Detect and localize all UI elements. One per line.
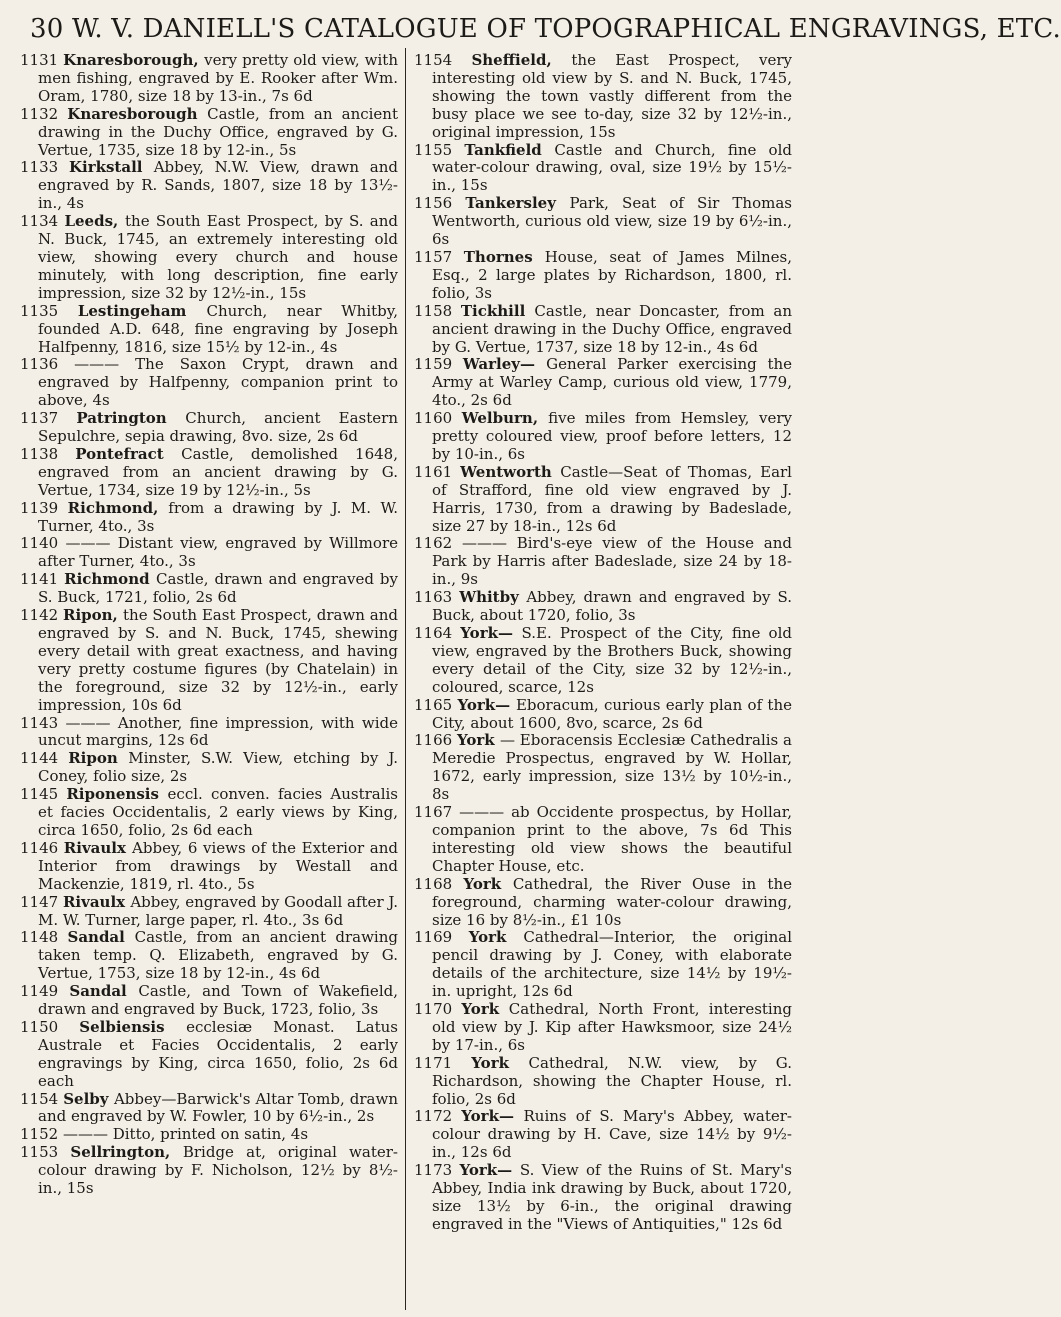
- entry-place: Rivaulx: [62, 892, 131, 911]
- entry-number: 1157: [414, 247, 464, 266]
- entry-number: 1158: [414, 301, 461, 320]
- entry-number: 1147: [20, 892, 63, 911]
- entry-place: York—: [461, 1107, 524, 1126]
- entry-description: Church, ancient Eastern Sepulchre, sepia drawing, 8vo. size, 2s 6d: [38, 409, 398, 446]
- catalogue-entry: [20, 500, 398, 536]
- entry-description: from a drawing by J. M. W. Turner, 4to., 3s: [38, 498, 399, 535]
- entry-place: Tickhill: [460, 301, 535, 320]
- catalogue-entry: [414, 464, 792, 536]
- entry-description: Castle, near Doncaster, from an ancient drawing in the Duchy Office, engraved by G. Vertue, 1737, size 18 by 12-in., 4s 6d: [432, 301, 792, 356]
- catalogue-entry: [20, 786, 398, 840]
- entry-place: Welburn,: [461, 409, 549, 428]
- entry-number: 1173: [414, 1161, 460, 1180]
- catalogue-entry: [414, 625, 792, 697]
- entry-number: 1132: [20, 104, 68, 123]
- entry-description: eccl. conven. facies Australis et facies Occidentalis, 2 early views by King, circa 1650, folio, 2s 6d each: [38, 785, 399, 839]
- right-column: [414, 52, 792, 1234]
- entry-place: Selbiensis: [79, 1017, 187, 1036]
- entry-description: Cathedral, North Front, interesting old view by J. Kip after Hawksmoor, size 24½ by 17-in., 6s: [432, 1000, 792, 1054]
- entry-place: York: [471, 1053, 529, 1072]
- entry-place: Knaresborough: [67, 104, 208, 123]
- entry-place: York—: [460, 624, 522, 642]
- entry-number: 1139: [20, 498, 68, 517]
- entry-place: York: [461, 1000, 509, 1019]
- entry-number: 1149: [20, 982, 70, 1001]
- catalogue-entry: [414, 52, 792, 142]
- catalogue-entry: [414, 195, 792, 249]
- catalogue-entry: [414, 876, 792, 930]
- entry-description: ——— ab Occidente prospectus, by Hollar, companion print to the above, 7s 6d This interesting old view shows the beautiful Chapter House, etc.: [432, 803, 792, 875]
- entry-place: Sandal: [69, 982, 139, 1001]
- entry-description: Castle and Church, fine old water-colour drawing, oval, size 19½ by 15½-in., 15s: [432, 140, 792, 195]
- left-column: [20, 52, 398, 1198]
- entry-place: Wentworth: [460, 462, 561, 481]
- catalogue-entry: [20, 894, 398, 930]
- entry-number: 1154: [20, 1089, 64, 1108]
- entry-number: 1167: [414, 803, 460, 822]
- entry-description: Castle, and Town of Wakefield, drawn and engraved by Buck, 1723, folio, 3s: [38, 982, 398, 1019]
- catalogue-entry: [20, 106, 398, 160]
- entry-description: Church, near Whitby, founded A.D. 648, fine engraving by Joseph Halfpenny, 1816, size 15½ by 12-in., 4s: [38, 301, 398, 356]
- entry-description: Cathedral—Interior, the original pencil drawing by J. Coney, with elaborate details of the architecture, size 14½ by 19½-in. upright, 12s 6d: [432, 928, 792, 1001]
- entry-number: 1154: [414, 51, 472, 69]
- entry-description: Eboracum, curious early plan of the City, about 1600, 8vo, scarce, 2s 6d: [432, 695, 792, 732]
- catalogue-entry: [414, 732, 792, 804]
- entry-place: Sellrington,: [70, 1143, 183, 1162]
- entry-description: General Parker exercising the Army at Warley Camp, curious old view, 1779, 4to., 2s 6d: [432, 355, 793, 410]
- entry-description: Castle—Seat of Thomas, Earl of Strafford, fine old view engraved by J. Harris, 1730, from a drawing by Badeslade, size 27 by 18-in., 12s 6d: [432, 462, 792, 535]
- entry-place: Sandal: [67, 928, 135, 947]
- catalogue-entry: [414, 1001, 792, 1055]
- catalogue-entry: [20, 571, 398, 607]
- entry-number: 1150: [20, 1017, 80, 1036]
- entry-place: York: [456, 731, 500, 750]
- entry-number: 1171: [414, 1053, 472, 1072]
- catalogue-entry: [20, 303, 398, 357]
- entry-place: Richmond: [64, 570, 156, 589]
- entry-place: York—: [457, 695, 516, 714]
- catalogue-entry: [414, 249, 792, 303]
- entry-number: 1142: [20, 606, 63, 625]
- entry-place: Selby: [63, 1089, 114, 1108]
- catalogue-entry: [20, 750, 398, 786]
- catalogue-entry: [20, 715, 398, 751]
- catalogue-entry: [414, 356, 792, 410]
- entry-place: Leeds,: [64, 212, 125, 231]
- entry-place: Rivaulx: [63, 838, 133, 857]
- entry-place: Ripon: [68, 749, 129, 768]
- entry-place: Richmond,: [67, 498, 169, 517]
- entry-number: 1165: [414, 695, 458, 714]
- entry-number: 1153: [20, 1143, 71, 1162]
- entry-number: 1131: [20, 51, 64, 69]
- entry-number: 1134: [20, 212, 65, 231]
- catalogue-entry: [20, 356, 398, 410]
- entry-place: Pontefract: [75, 444, 182, 463]
- catalogue-entry: [414, 1162, 792, 1234]
- entry-place: York: [468, 928, 524, 947]
- catalogue-entry: [20, 1144, 398, 1198]
- entry-description: ecclesiæ Monast. Latus Australe et Facies Occidentalis, 2 early engravings by King, circa 1650, folio, 2s 6d each: [38, 1017, 398, 1090]
- catalogue-entry: [20, 929, 398, 983]
- catalogue-entry: [414, 142, 792, 196]
- entry-number: 1156: [414, 194, 466, 213]
- entry-description: Castle, from an ancient drawing taken temp. Q. Elizabeth, engraved by G. Vertue, 1753, size 18 by 12-in., 4s 6d: [38, 928, 398, 983]
- entry-description: Castle, demolished 1648, engraved from an ancient drawing by G. Vertue, 1734, size 19 by 12½-in., 5s: [38, 444, 398, 499]
- entry-number: 1145: [20, 785, 67, 804]
- entry-description: Castle, from an ancient drawing in the Duchy Office, engraved by G. Vertue, 1735, size 18 by 12-in., 5s: [38, 104, 398, 159]
- catalogue-entry: [414, 804, 792, 876]
- entry-number: 1136: [20, 355, 75, 374]
- entry-number: 1137: [20, 409, 77, 428]
- catalogue-entry: [20, 840, 398, 894]
- entry-description: House, seat of James Milnes, Esq., 2 large plates by Richardson, 1800, rl. folio, 3s: [432, 247, 792, 302]
- entry-description: five miles from Hemsley, very pretty coloured view, proof before letters, 12 by 10-in., 6s: [432, 409, 792, 463]
- catalogue-entry: [20, 607, 398, 714]
- column-divider: [405, 48, 406, 1310]
- entry-number: 1161: [414, 462, 461, 481]
- catalogue-entry: [414, 697, 792, 733]
- entry-number: 1166: [414, 731, 457, 750]
- entry-description: Ruins of S. Mary's Abbey, water-colour drawing by H. Cave, size 14½ by 9½-in., 12s 6d: [432, 1107, 792, 1162]
- entry-place: York—: [459, 1161, 520, 1180]
- entry-number: 1144: [20, 749, 69, 768]
- entry-number: 1172: [414, 1107, 462, 1126]
- entry-number: 1160: [414, 409, 462, 428]
- entry-place: Patrington: [76, 409, 186, 428]
- entry-description: Abbey, engraved by Goodall after J. M. W. Turner, large paper, rl. 4to., 3s 6d: [38, 892, 398, 929]
- entry-place: Kirkstall: [68, 158, 154, 177]
- entry-number: 1168: [414, 874, 464, 893]
- entry-number: 1169: [414, 928, 469, 947]
- entry-description: ——— Distant view, engraved by Willmore after Turner, 4to., 3s: [38, 534, 398, 571]
- entry-description: S. View of the Ruins of St. Mary's Abbey, India ink drawing by Buck, about 1720, size 13½ by 6-in., the original drawing engraved in the "Views of Antiquities," 12s 6d: [432, 1161, 792, 1233]
- entry-place: Ripon,: [62, 606, 124, 625]
- entry-number: 1138: [20, 444, 76, 463]
- catalogue-entry: [20, 1126, 398, 1144]
- catalogue-entry: [20, 535, 398, 571]
- entry-description: Minster, S.W. View, etching by J. Coney, folio size, 2s: [38, 749, 398, 786]
- entry-description: ——— Another, fine impression, with wide uncut margins, 12s 6d: [38, 713, 398, 750]
- entry-number: 1152: [20, 1125, 63, 1144]
- catalogue-entry: [20, 159, 398, 213]
- catalogue-entry: [414, 1055, 792, 1109]
- entry-description: Bridge at, original water-colour drawing by F. Nicholson, 12½ by 8½-in., 15s: [38, 1143, 398, 1198]
- entry-description: the South East Prospect, drawn and engraved by S. and N. Buck, 1745, shewing every detail with great exactness, and having very pretty costume figures (by Chatelain) in the foreground, size 32 by 12½-in., early impression, 10s 6d: [38, 606, 398, 714]
- entry-place: York: [463, 874, 513, 893]
- entry-description: Abbey, 6 views of the Exterior and Interior from drawings by Westall and Mackenzie, 1819, rl. 4to., 5s: [38, 838, 398, 893]
- entry-number: 1141: [20, 570, 65, 589]
- catalogue-entry: [20, 446, 398, 500]
- entry-number: 1140: [20, 534, 66, 553]
- entry-place: Warley—: [462, 355, 547, 374]
- catalogue-entry: [414, 1108, 792, 1162]
- entry-description: very pretty old view, with men fishing, engraved by E. Rooker after Wm. Oram, 1780, size 18 by 13-in., 7s 6d: [38, 51, 398, 105]
- catalogue-entry: [20, 983, 398, 1019]
- catalogue-entry: [414, 589, 792, 625]
- entry-place: Sheffield,: [471, 51, 572, 69]
- entry-description: Cathedral, N.W. view, by G. Richardson, showing the Chapter House, rl. folio, 2s 6d: [432, 1053, 792, 1108]
- catalogue-entry: [20, 213, 398, 303]
- page-header: 30 W. V. DANIELL'S CATALOGUE OF TOPOGRAPHICAL ENGRAVINGS, ETC.: [30, 14, 1061, 44]
- entry-description: S.E. Prospect of the City, fine old view, engraved by the Brothers Buck, showing every detail of the City, size 32 by 12½-in., coloured, scarce, 12s: [432, 624, 792, 696]
- entry-number: 1155: [414, 140, 465, 159]
- catalogue-entry: [20, 1019, 398, 1091]
- entry-number: 1146: [20, 838, 64, 857]
- entry-description: — Eboracensis Ecclesiæ Cathedralis a Meredie Prospectus, engraved by W. Hollar, 1672, early impression, size 13½ by 10½-in., 8s: [432, 731, 792, 804]
- entry-description: ——— The Saxon Crypt, drawn and engraved by Halfpenny, companion print to above, 4s: [38, 355, 398, 410]
- entry-place: Knaresborough,: [63, 51, 205, 69]
- entry-description: the East Prospect, very interesting old view by S. and N. Buck, 1745, showing the town vastly different from the busy place we see to-day, size 32 by 12½-in., original impression, 15s: [432, 51, 792, 141]
- entry-place: Lestingeham: [77, 301, 207, 320]
- entry-number: 1164: [414, 624, 461, 642]
- catalogue-entry: [414, 303, 792, 357]
- entry-place: Tankersley: [465, 194, 570, 213]
- catalogue-entry: [414, 929, 792, 1001]
- entry-description: Cathedral, the River Ouse in the foreground, charming water-colour drawing, size 16 by 8½-in., £1 10s: [432, 874, 793, 929]
- entry-place: Whitby: [459, 588, 527, 607]
- entry-description: Abbey, drawn and engraved by S. Buck, about 1720, folio, 3s: [432, 588, 792, 625]
- entry-place: Tankfield: [464, 140, 555, 159]
- entry-place: Riponensis: [66, 785, 168, 804]
- entry-number: 1133: [20, 158, 69, 177]
- catalogue-entry: [20, 410, 398, 446]
- entry-number: 1143: [20, 713, 66, 732]
- entry-number: 1135: [20, 301, 78, 320]
- entry-description: Castle, drawn and engraved by S. Buck, 1721, folio, 2s 6d: [38, 570, 398, 607]
- entry-description: the South East Prospect, by S. and N. Buck, 1745, an extremely interesting old view, showing every church and house minutely, with long description, fine early impression, size 32 by 12½-in., 15s: [38, 212, 398, 302]
- entry-number: 1148: [20, 928, 68, 947]
- catalogue-entry: [414, 410, 792, 464]
- entry-number: 1162: [414, 534, 462, 553]
- entry-number: 1159: [414, 355, 463, 374]
- entry-description: ——— Ditto, printed on satin, 4s: [62, 1125, 309, 1144]
- entry-number: 1163: [414, 588, 460, 607]
- catalogue-entry: [20, 52, 398, 106]
- catalogue-entry: [20, 1091, 398, 1127]
- entry-description: Park, Seat of Sir Thomas Wentworth, curious old view, size 19 by 6½-in., 6s: [432, 194, 792, 249]
- entry-place: Thornes: [463, 247, 545, 266]
- entry-description: Abbey—Barwick's Altar Tomb, drawn and engraved by W. Fowler, 10 by 6½-in., 2s: [38, 1089, 398, 1126]
- entry-description: Abbey, N.W. View, drawn and engraved by R. Sands, 1807, size 18 by 13½-in., 4s: [38, 158, 398, 213]
- entry-number: 1170: [414, 1000, 462, 1019]
- entry-description: ——— Bird's-eye view of the House and Park by Harris after Badeslade, size 24 by 18-in., 9s: [432, 534, 792, 589]
- catalogue-entry: [414, 535, 792, 589]
